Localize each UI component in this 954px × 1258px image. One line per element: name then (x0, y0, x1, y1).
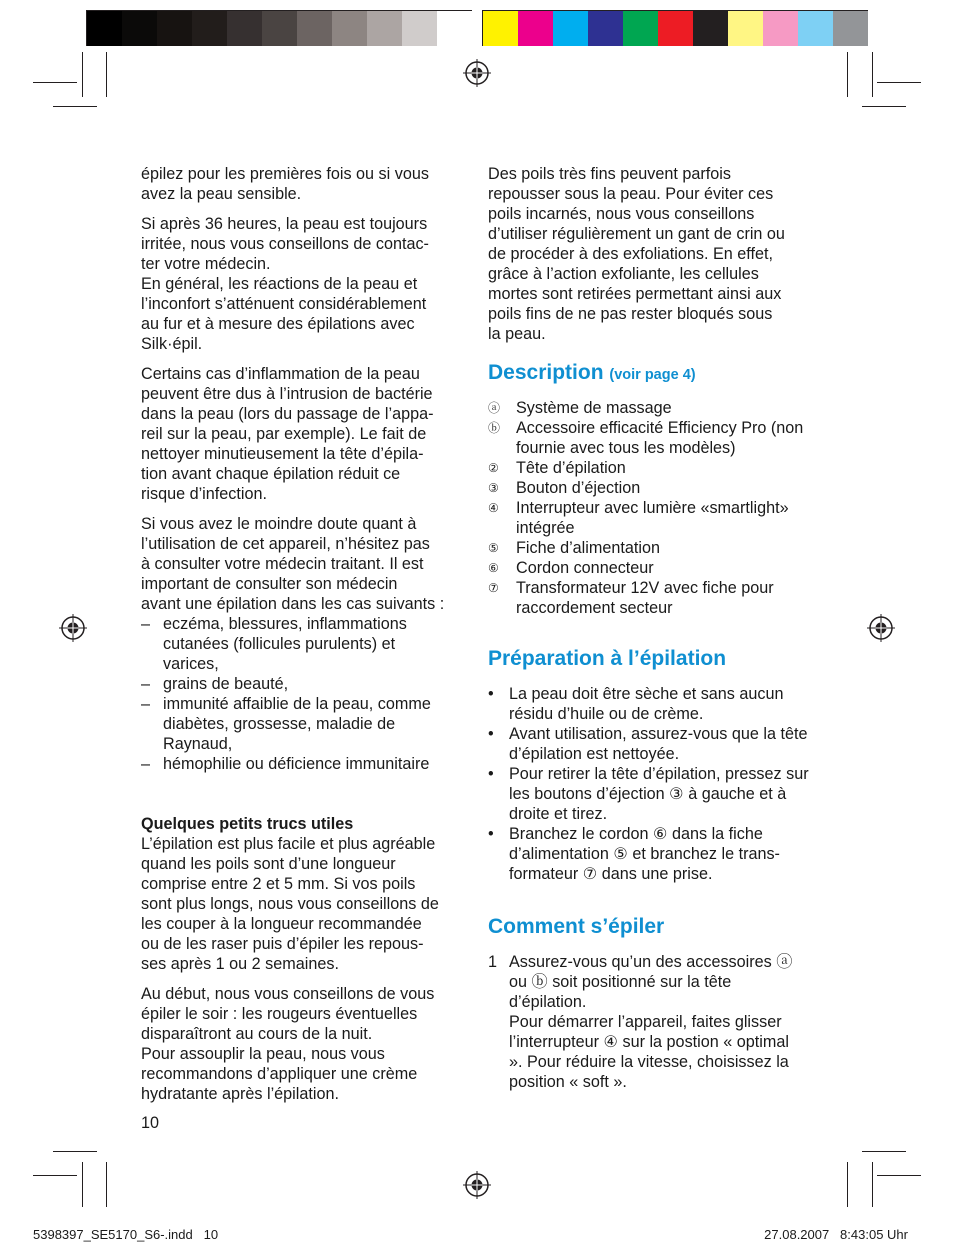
crop-mark (847, 52, 848, 97)
text-line: de procéder à des exfoliations. En effet, (488, 245, 773, 263)
registration-mark-icon (463, 59, 491, 87)
text-line: reil sur la peau, par exemple). Le fait de (141, 425, 427, 443)
text-line: peuvent être dus à l’intrusion de bactérie (141, 385, 433, 403)
text-line: Au début, nous vous conseillons de vous (141, 985, 435, 1003)
text-line: au fur et à mesure des épilations avec (141, 315, 415, 333)
text-line: à consulter votre médecin traitant. Il est (141, 555, 424, 573)
list-item (141, 694, 463, 754)
bullet-marker: • (488, 825, 494, 843)
numbered-list (488, 952, 800, 1092)
list-item-text: eczéma, blessures, inflammations cutanées (follicules purulents) et varices, (163, 615, 407, 673)
text-line: la peau. (488, 325, 546, 343)
list-item (141, 614, 441, 674)
marker: ⑦ (488, 581, 499, 595)
crop-mark (862, 106, 906, 107)
list-item-text: immunité affaiblie de la peau, comme diabètes, grossesse, maladie de Raynaud, (163, 695, 431, 753)
text-line: Si vous avez le moindre doute quant à (141, 515, 417, 533)
list-item-text: Fiche d’alimentation (516, 539, 660, 557)
list-item-text: hémophilie ou déficience immunitaire (163, 755, 430, 773)
text-line: hydratante après l’épilation. (141, 1085, 339, 1103)
text-line: les couper à la longueur recommandée (141, 915, 422, 933)
text-line: important de consulter son médecin (141, 575, 398, 593)
marker: ⑤ (488, 541, 499, 555)
right-column (488, 164, 818, 1092)
text-line: nettoyer minutieusement la tête d’épila- (141, 445, 424, 463)
left-column (141, 164, 471, 1104)
dash-marker: – (141, 755, 151, 773)
text-line: avant une épilation dans les cas suivants : (141, 595, 445, 613)
marker: ⑥ (488, 561, 499, 575)
crop-mark (82, 52, 83, 97)
list-item (141, 754, 441, 774)
gray-swatch (262, 11, 297, 46)
text-line: L’épilation est plus facile et plus agréable (141, 835, 436, 853)
list-item-text: Assurez-vous qu’un des accessoires ⓐ ou ⓑ soit positionné sur la tête d’épilation. (509, 953, 793, 1011)
text-line: grâce à l’action exfoliante, les cellules (488, 265, 759, 283)
color-swatch (833, 11, 868, 46)
list-item (488, 684, 813, 724)
text-line: ses après 1 ou 2 semaines. (141, 955, 339, 973)
gray-swatch (192, 11, 227, 46)
color-swatch (553, 11, 588, 46)
color-swatch (588, 11, 623, 46)
crop-mark (877, 1175, 921, 1176)
text-line: ter votre médecin. (141, 255, 271, 273)
gray-swatch (367, 11, 402, 46)
text-line: Pour assouplir la peau, nous vous (141, 1045, 385, 1063)
crop-mark (872, 1162, 873, 1207)
text-line: recommandons d’appliquer une crème (141, 1065, 418, 1083)
crop-mark (872, 52, 873, 97)
paragraph: épilez pour les premières fois ou si vous avez la peau sensible. (141, 165, 429, 203)
text-line: l’utilisation de cet appareil, n’hésitez pas (141, 535, 430, 553)
marker: ③ (488, 481, 499, 495)
paragraph (141, 364, 471, 504)
text-line: disparaîtront au cours de la nuit. (141, 1025, 373, 1043)
tips-heading: Quelques petits trucs utiles (141, 815, 354, 833)
list-item-text: Interrupteur avec lumière «smartlight» intégrée (516, 499, 789, 537)
crop-mark (847, 1162, 848, 1207)
marker: ⓐ (488, 401, 501, 415)
list-item (488, 952, 800, 1092)
text-line: poils fins de ne pas rester bloqués sous (488, 305, 773, 323)
list-item (488, 578, 826, 618)
crop-mark (53, 1151, 97, 1152)
color-swatch (623, 11, 658, 46)
color-swatch (693, 11, 728, 46)
text-line: quand les poils sont d’une longueur (141, 855, 396, 873)
list-item-text: Branchez le cordon ⑥ dans la fiche d’alimentation ⑤ et branchez le trans-formateur ⑦ dans une prise. (509, 825, 780, 883)
list-item (488, 724, 813, 764)
color-swatch (483, 11, 518, 46)
list-item (488, 478, 818, 498)
bullet-marker: • (488, 725, 494, 743)
section-heading-how-to: Comment s’épiler (488, 915, 665, 938)
gray-swatch (87, 11, 122, 46)
step-number: 1 (488, 953, 498, 971)
text-line: ou de les raser puis d’épiler les repous- (141, 935, 424, 953)
bullet-marker: • (488, 685, 494, 703)
color-swatch (518, 11, 553, 46)
timestamp-slug: 27.08.2007 8:43:05 Uhr (764, 1227, 908, 1242)
bullet-marker: • (488, 765, 494, 783)
page-number: 10 (141, 1114, 160, 1132)
paragraph (141, 514, 471, 614)
list-item-text: Avant utilisation, assurez-vous que la tête d’épilation est nettoyée. (509, 725, 808, 763)
list-item-text: Bouton d’éjection (516, 479, 641, 497)
list-item (488, 498, 846, 538)
crop-mark (877, 82, 921, 83)
text-line: mortes sont retirées permettant ainsi aux (488, 285, 782, 303)
section-heading-preparation: Préparation à l’épilation (488, 647, 727, 670)
gray-swatch (437, 11, 472, 46)
color-swatch (728, 11, 763, 46)
gray-swatch (157, 11, 192, 46)
text-line: poils incarnés, nous vous conseillons (488, 205, 755, 223)
list-item (488, 824, 813, 884)
crop-mark (53, 106, 97, 107)
list-item-text: Cordon connecteur (516, 559, 654, 577)
file-slug: 5398397_SE5170_S6-.indd 10 (33, 1227, 219, 1242)
paragraph (141, 834, 471, 974)
description-list (488, 398, 818, 618)
list-item-text: Pour démarrer l’appareil, faites glisser l’interrupteur ④ sur la postion « optimal ». Pour réduire la vitesse, choisissez la position « soft ». (509, 1013, 789, 1091)
bullet-list (488, 684, 813, 884)
crop-mark (82, 1162, 83, 1207)
text-line: d’utiliser régulièrement un gant de crin ou (488, 225, 785, 243)
list-item (488, 418, 816, 458)
list-item (488, 558, 818, 578)
marker: ④ (488, 501, 499, 515)
crop-mark (33, 82, 77, 83)
list-item-text: La peau doit être sèche et sans aucun résidu d’huile ou de crème. (509, 685, 784, 723)
text-line: risque d’infection. (141, 485, 267, 503)
gray-swatch (227, 11, 262, 46)
marker: ② (488, 461, 499, 475)
list-item-text: Tête d’épilation (516, 459, 626, 477)
registration-mark-icon (867, 614, 895, 642)
text-line: l’inconfort s’atténuent considérablement (141, 295, 427, 313)
registration-mark-icon (59, 614, 87, 642)
color-swatch (658, 11, 693, 46)
text-line: Des poils très fins peuvent parfois (488, 165, 731, 183)
text-line: dans la peau (lors du passage de l’appa- (141, 405, 434, 423)
list-item-text: grains de beauté, (163, 675, 289, 693)
text-line: repousser sous la peau. Pour éviter ces (488, 185, 774, 203)
dash-marker: – (141, 695, 151, 713)
dash-list (141, 614, 441, 774)
dash-marker: – (141, 615, 151, 633)
text-line: comprise entre 2 et 5 mm. Si vos poils (141, 875, 416, 893)
list-item (488, 398, 818, 418)
gray-swatch (122, 11, 157, 46)
paragraph (488, 164, 818, 344)
text-line: épiler le soir : les rougeurs éventuelles (141, 1005, 418, 1023)
paragraph (141, 214, 471, 354)
text-line: Si après 36 heures, la peau est toujours (141, 215, 428, 233)
list-item (141, 674, 441, 694)
page-reference: (voir page 4) (609, 367, 696, 383)
color-swatch (763, 11, 798, 46)
list-item-text: Accessoire efficacité Efficiency Pro (non fournie avec tous les modèles) (516, 419, 804, 457)
color-swatch (798, 11, 833, 46)
marker: ⓑ (488, 421, 501, 435)
list-item-text: Système de massage (516, 399, 672, 417)
crop-mark (862, 1151, 906, 1152)
list-item (488, 764, 813, 824)
text-line: Certains cas d’inflammation de la peau (141, 365, 420, 383)
registration-mark-icon (463, 1171, 491, 1199)
text-line: sont plus longs, nous vous conseillons de (141, 895, 439, 913)
text-line: En général, les réactions de la peau et (141, 275, 418, 293)
crop-mark (106, 52, 107, 97)
paragraph (141, 984, 471, 1104)
list-item (488, 538, 818, 558)
gray-swatch (297, 11, 332, 46)
gray-swatch (402, 11, 437, 46)
text-line: Silk·épil. (141, 335, 203, 353)
crop-mark (106, 1162, 107, 1207)
text-line: irritée, nous vous conseillons de contac- (141, 235, 429, 253)
list-item-text: Transformateur 12V avec fiche pour raccordement secteur (516, 579, 774, 617)
gray-swatch (332, 11, 367, 46)
list-item-text: Pour retirer la tête d’épilation, pressez sur les boutons d’éjection ③ à gauche et à droite et tirez. (509, 765, 809, 823)
heading-text: Description (488, 361, 604, 384)
text-line: tion avant chaque épilation réduit ce (141, 465, 401, 483)
list-item (488, 458, 818, 478)
section-heading-description (488, 360, 818, 388)
crop-mark (33, 1175, 77, 1176)
dash-marker: – (141, 675, 151, 693)
